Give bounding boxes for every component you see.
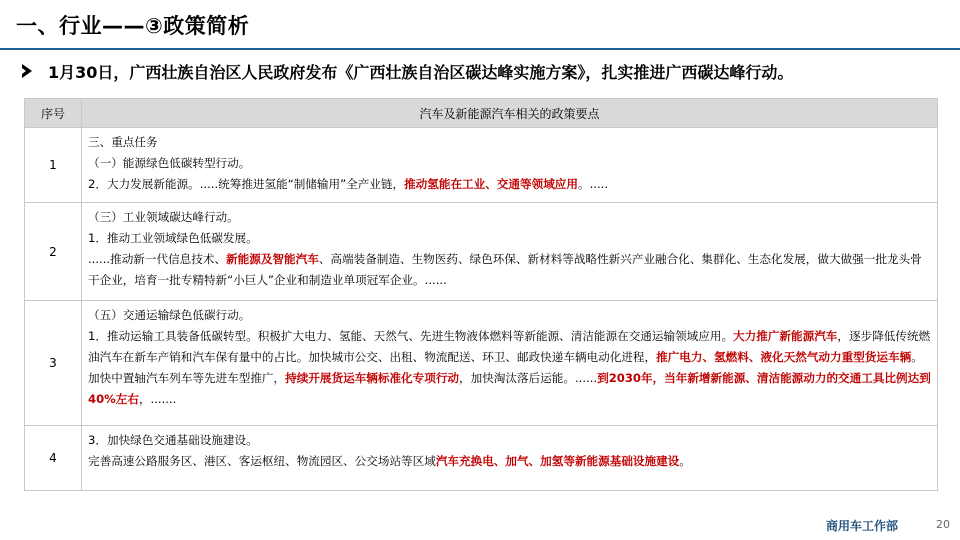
policy-content	[82, 301, 938, 426]
row-number: 1	[25, 128, 82, 203]
page-number: 20	[936, 518, 950, 531]
policy-text: 三、重点任务	[88, 135, 158, 149]
policy-text: 、高端装备制造、生物医药、绿色环保、新材料等战略性新兴产业融合化、集群化、生态化发展，做大做强一批龙头骨干企业，培育一批专精特新“小巨人”企业和制造业单项冠军企业。......	[88, 252, 922, 287]
policy-text: ......推动新一代信息技术、	[88, 252, 227, 266]
policy-text: 。加快中置轴汽车列车等先进车型推广，	[88, 350, 923, 385]
highlighted-text: 推广电力、氢燃料、液化天然气动力重型货运车辆	[656, 350, 912, 364]
policy-line	[88, 153, 932, 174]
policy-line	[88, 305, 932, 326]
table-row	[25, 426, 938, 491]
table-row	[25, 301, 938, 426]
policy-text: 3．加快绿色交通基础设施建设。	[88, 433, 258, 447]
highlighted-text: 大力推广新能源汽车	[733, 329, 838, 343]
policy-text: ，逐步降低传统燃油汽车在新车产销和汽车保有量中的占比。加快城市公交、出租、物流配送、环卫、邮政快递车辆电动化进程，	[88, 329, 931, 364]
policy-line	[88, 228, 932, 249]
policy-line	[88, 451, 932, 472]
highlighted-text: 持续开展货运车辆标准化专项行动	[285, 371, 460, 385]
policy-text: 1．推动运输工具装备低碳转型。积极扩大电力、氢能、天然气、先进生物液体燃料等新能源、清洁能源在交通运输领域应用。	[88, 329, 734, 343]
policy-text: 2．大力发展新能源。.....统筹推进氢能“制储输用”全产业链，	[88, 177, 405, 191]
policy-content	[82, 426, 938, 491]
table-row	[25, 203, 938, 301]
highlighted-text: 汽车充换电、加气、加氢等新能源基础设施建设	[435, 454, 680, 468]
table-header-row	[25, 99, 938, 128]
policy-table	[24, 98, 938, 491]
policy-text: ，加快淘汰落后运能。......	[459, 371, 598, 385]
footer-department-label: 商用车工作部	[826, 519, 899, 533]
policy-line	[88, 132, 932, 153]
policy-text: （一）能源绿色低碳转型行动。	[88, 156, 251, 170]
policy-line	[88, 207, 932, 228]
policy-text: 。	[679, 454, 691, 468]
policy-line	[88, 430, 932, 451]
policy-line	[88, 326, 932, 410]
highlighted-text: 到2030年，当年新增新能源、清洁能源动力的交通工具比例达到40%左右	[88, 371, 931, 406]
arrow-bullet-icon	[22, 64, 32, 78]
policy-text: 。.....	[578, 177, 609, 191]
title-divider	[0, 48, 960, 50]
table-row	[25, 128, 938, 203]
row-number: 3	[25, 301, 82, 426]
policy-text: 1．推动工业领域绿色低碳发展。	[88, 231, 258, 245]
row-number: 2	[25, 203, 82, 301]
highlighted-text: 推动氢能在工业、交通等领域应用	[404, 177, 578, 191]
policy-text: （五）交通运输绿色低碳行动。	[88, 308, 251, 322]
policy-content	[82, 128, 938, 203]
policy-text: ，.......	[138, 392, 177, 406]
policy-line	[88, 249, 932, 291]
column-header-policy: 汽车及新能源汽车相关的政策要点	[82, 99, 938, 128]
policy-line	[88, 174, 932, 195]
subtitle-row	[22, 58, 793, 84]
subtitle: 1月30日，广西壮族自治区人民政府发布《广西壮族自治区碳达峰实施方案》，扎实推进广西碳达峰行动。	[48, 62, 794, 82]
column-header-number: 序号	[25, 99, 82, 128]
title-bar	[0, 0, 960, 48]
row-number: 4	[25, 426, 82, 491]
policy-text: 完善高速公路服务区、港区、客运枢纽、物流园区、公交场站等区域	[88, 454, 436, 468]
page-title: 一、行业——③政策简析	[16, 14, 250, 38]
policy-text: （三）工业领域碳达峰行动。	[88, 210, 239, 224]
policy-content	[82, 203, 938, 301]
highlighted-text: 新能源及智能汽车	[226, 252, 319, 266]
